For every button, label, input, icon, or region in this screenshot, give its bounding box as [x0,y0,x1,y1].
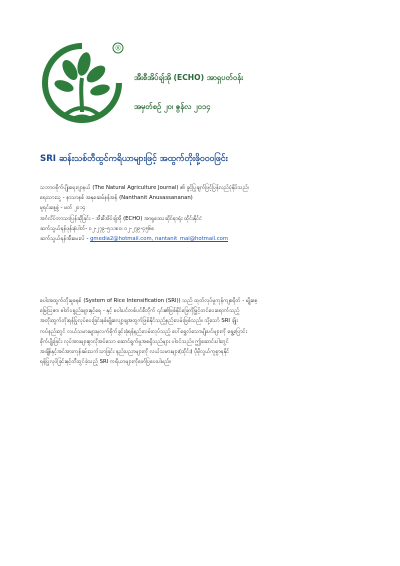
reprint-note: သဘာဝစိုက်ပျိုးရေးဂျာနယ် (The Natural Agriculture Journal) ၏ ခွင့်ပြုချက်ဖြင့်ပြန်လည်ပုံနှိပ်သည်၊ [40,185,249,191]
paragraph-line: စပါးအထွက်တိုးမှုစနစ် (System of Rice Intensification (SRI)) သည် ထုတ်လုပ်မှုကုန်ကျစရိတ် - မျိုးစေ့ [40,298,258,304]
email-label: ဆက်သွယ်ရန်အီးမေးလ် - [40,236,89,243]
phone-line: ဆက်သွယ်ရန်ဖုန်းနံပါတ်- ၀၂-၂၇၉-၅၁၁၈၀၊ ၀၂-၂၇၉-၄၅၆၈ [40,225,155,232]
paragraph-line: ရန်ပြုလုပ်ခြင်းနှင့်တီထွင်ခဲ့သည့် SRI ကရိယာများကိုဖော်ပြပေးပါမည်။ [40,359,171,366]
paragraph-line: စိုက်ပျိုးခြင်း လုပ်အားများစွာလိုအပ်သော ဆောင်ရွက်မှုအစရှိသည်များ ပါဝင်သည်။ ဤဆောင်းပါးတွင် [40,338,229,345]
intro-paragraph [40,296,370,367]
issue-number: အမှတ်စဉ် ၂၀၊ ဇွန်လ ၂၀၁၄ [134,102,211,111]
translation-credit: အင်္ဂလိပ်ဘာသာပြန်ဆိုခြင်း - အီးစီအိပ်ချ်အို (ECHO) အာရှဒေသဆိုင်ရာရုံး ထိုင်းနိုင်ငံ [40,215,203,222]
paragraph-line: မြေဩဇာ၊ ဓါတ်ပစ္စည်းများနှင့်ရေ - နှင့် စပါးပင်တစ်ပင်စီတိုက် ၎င်း၏ဖြစ်နိုင်ခြေကိုမြှင့်တင်ပေးရောက်သည့် [40,308,240,315]
author-line: ရေးသားသူ - နာသာနစ် အနုဆေမ်နန်အန် (Nanthanit Anusassananan) [40,195,193,202]
svg-text:®: ® [114,44,122,53]
paragraph-line: ကပ်နည်းတွင် လယ်သမားများမှလက်စိုက်ခွင်းခုံရန်နည်းလမ်းလုပ်သည့် ပေါ်ရွှေလ်သောမျိုးပင်များကို ရွှေ့ပြောင်း [40,328,247,335]
paragraph-line: အတိုးထွက်တိုးရန်ပြုလုပ်ပေးခြင်းနစ်မျိုးလျော့ချအထွက်ဖြစ်နိုင်သည့်နည်းလမ်းဖြစ်သည်။ သို့သော် SRI ချိုး [40,318,238,325]
paragraph-line: အချိန်နှင့်အင်အားကုန်ခမ်းသက်သာခြင်း နည်းပညာများကို လယ်သမားများ(ထိုင်း) ပိုမိုလွယ်ကူစွာရနိုင် [40,349,230,356]
echo-logo [40,40,124,126]
email-line [40,234,370,244]
org-title: အီးစီအိပ်ချ်အို (ECHO) အာရှပတ်ဝန်း [134,73,244,82]
metadata-block [40,183,370,244]
document-title: SRI ဆန်းသစ်တီထွင်ကရိယာများဖြင့် အထွက်တိုးဖို့ဝဝဝဖြင်း [40,154,228,164]
email-link[interactable]: gmedia2@hotmail.com, nantanit_mai@hotmail.com [90,236,229,243]
original-date: မူရင်းနေ့စွဲ - မတ် ၂၀၁၄ [40,205,86,212]
